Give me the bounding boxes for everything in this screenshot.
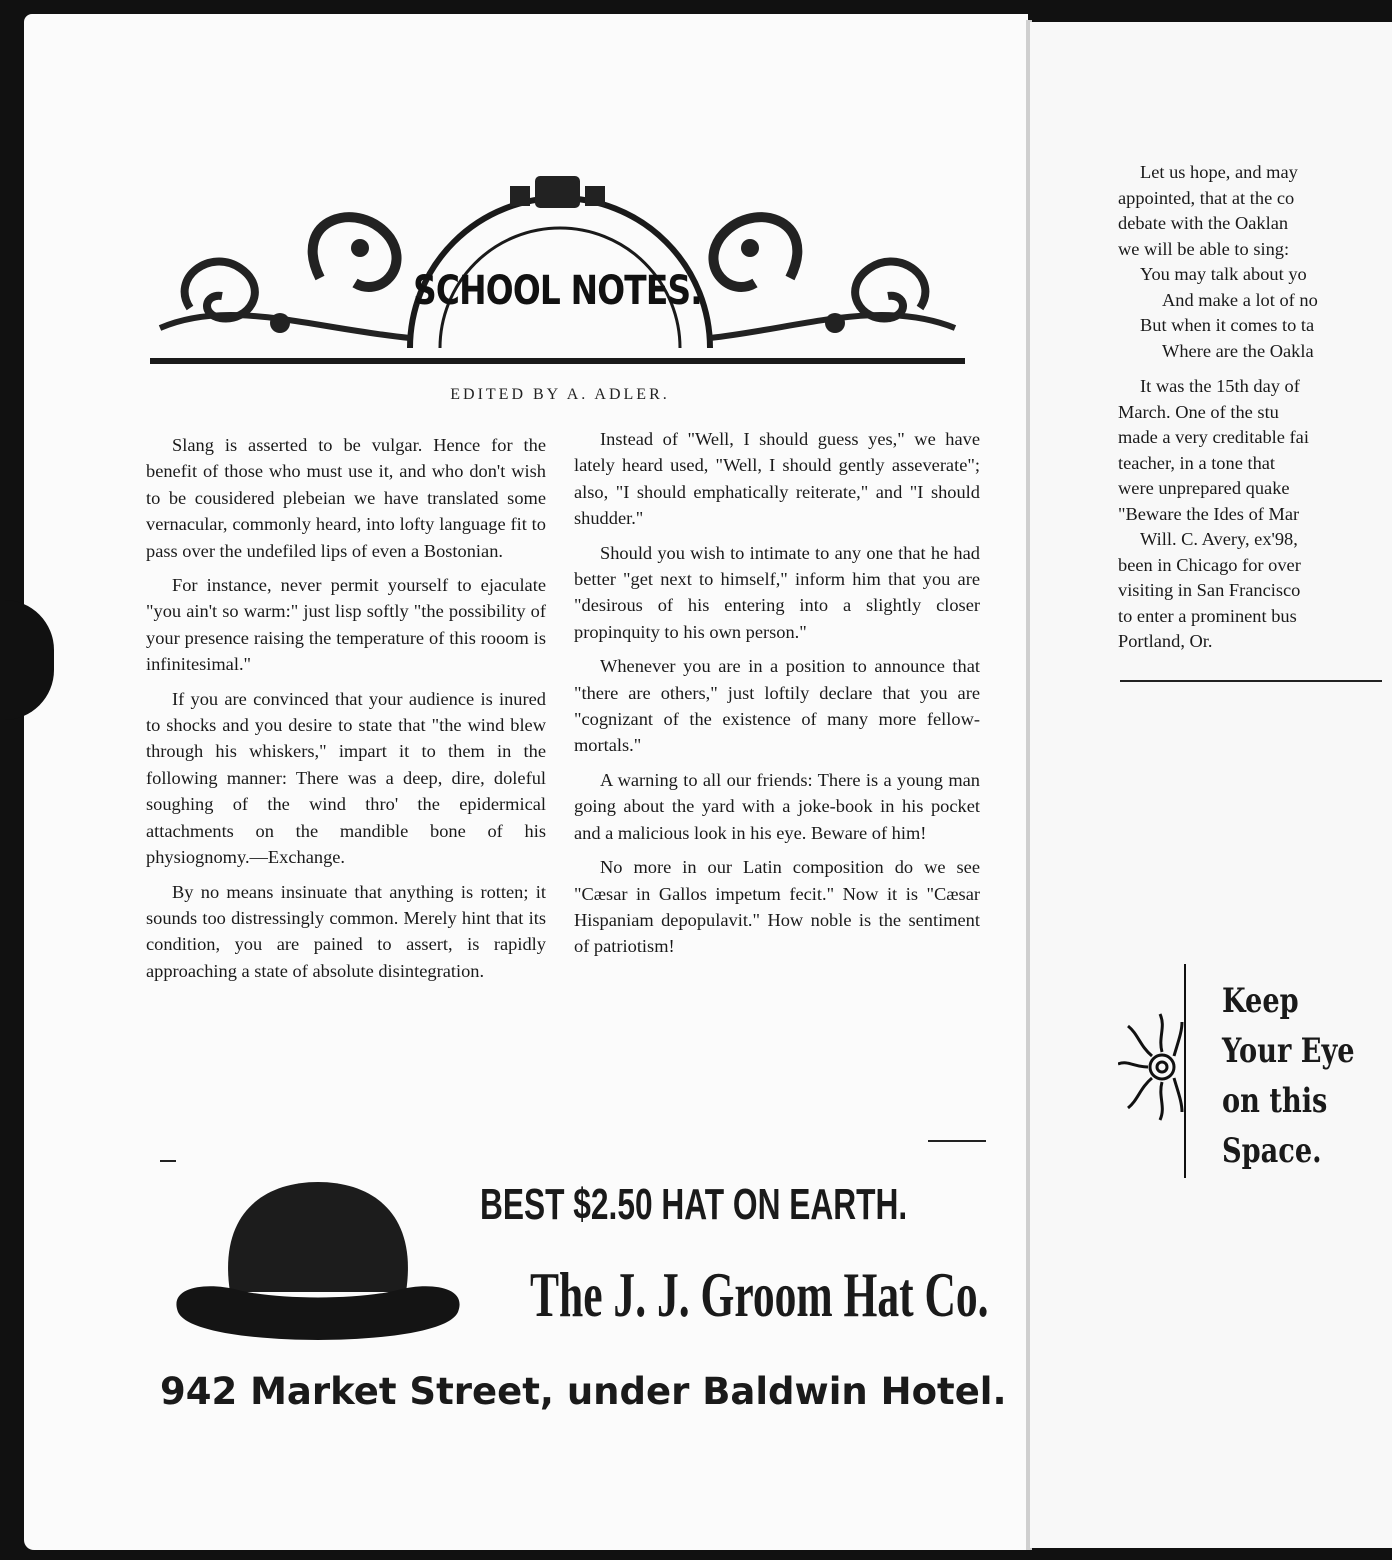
school-notes-banner — [150, 158, 965, 373]
paragraph: By no means insinuate that anything is rotten; it sounds too distressingly common. Merely hint that its condition, you are pained to assert, is rapidly approaching a state of absolute disintegration. — [146, 881, 546, 981]
text-line: been in Chicago for over — [1118, 554, 1301, 575]
article-column-right — [574, 426, 980, 968]
right-column-top — [1118, 160, 1392, 655]
side-ad-line: Your Eye — [1222, 1031, 1355, 1071]
text-line: Will. C. Avery, ex'98, — [1140, 529, 1298, 549]
verse-line: But when it comes to ta — [1140, 315, 1315, 335]
banner-title: SCHOOL NOTES. — [413, 268, 702, 314]
text-line: visiting in San Francisco — [1118, 580, 1301, 600]
ad-company: The J. J. Groom Hat Co. — [530, 1259, 989, 1330]
bowler-hat-icon — [168, 1174, 468, 1344]
side-ad-line: on this — [1222, 1081, 1328, 1121]
sun-icon — [1118, 1012, 1184, 1122]
paragraph: For instance, never permit yourself to ejaculate "you ain't so warm:" just lisp softly "the possibility of your presence raising the temperature of this rooom is infinitesimal." — [146, 575, 546, 675]
ad-address: 942 Market Street, under Baldwin Hotel. — [160, 1370, 1007, 1413]
ad-headline: BEST $2.50 HAT ON EARTH. — [480, 1180, 908, 1229]
text-line: Let us hope, and may — [1140, 162, 1298, 182]
paragraph: If you are convinced that your audience is inured to shocks and you desire to state that "the wind blew through his whiskers," impart it to them in the following manner: There was a deep, dire, doleful soughing of the wind thro' the epidermical attachments on the mandible bone of his physiognomy.—Exchange. — [146, 688, 546, 868]
verse-line: You may talk about yo — [1140, 264, 1307, 284]
side-ad-rule — [1184, 964, 1186, 1178]
ornament-icon — [150, 158, 965, 373]
side-ad — [1222, 976, 1355, 1176]
text-line: "Beware the Ides of Mar — [1118, 503, 1300, 524]
paragraph: Slang is asserted to be vulgar. Hence for the benefit of those who must use it, and who don't wish to be cousidered plebeian we have translated some vernacular, commonly heard, into lofty language fit to pass over the undefiled lips of even a Bostonian. — [146, 435, 546, 561]
text-line: we will be able to sing: — [1118, 238, 1290, 259]
byline: EDITED BY A. ADLER. — [450, 386, 670, 403]
ad-top-rule — [160, 1160, 176, 1162]
text-line: made a very creditable fai — [1118, 427, 1309, 447]
paragraph: A warning to all our friends: There is a young man going about the yard with a joke-book in his pocket and a malicious look in his eye. Beware of him! — [574, 769, 980, 843]
paragraph: No more in our Latin composition do we see "Cæsar in Gallos impetum fecit." Now it is "Cæsar Hispaniam depopulavit." How noble is the sentiment of patriotism! — [574, 857, 980, 957]
text-line: debate with the Oaklan — [1118, 213, 1289, 233]
column-end-rule — [928, 1140, 986, 1142]
text-line: appointed, that at the co — [1118, 187, 1295, 208]
paragraph: Instead of "Well, I should guess yes," we have lately heard used, "Well, I should gently asseverate"; also, "I should emphatically reiterate," and "I should shudder." — [574, 429, 980, 529]
text-line: to enter a prominent bus — [1118, 605, 1297, 626]
text-line: teacher, in a tone that — [1118, 452, 1276, 473]
text-line: It was the 15th day of — [1140, 376, 1300, 396]
paragraph: Whenever you are in a position to announce that "there are others," just loftily declare that you are "cognizant of the existence of many more fellow-mortals." — [574, 656, 980, 756]
paragraph: Should you wish to intimate to any one that he had better "get next to himself," inform him that you are "desirous of his entering into a slightly closer propinquity to his own person." — [574, 542, 980, 642]
verse-line: Where are the Oakla — [1162, 340, 1314, 361]
side-ad-line: Space. — [1222, 1131, 1322, 1171]
text-line: Portland, Or. — [1118, 631, 1213, 651]
text-line: March. One of the stu — [1118, 401, 1279, 422]
verse-line: And make a lot of no — [1162, 289, 1318, 310]
article-column-left — [146, 432, 546, 992]
section-rule — [1120, 680, 1382, 682]
text-line: were unprepared quake — [1118, 478, 1290, 498]
side-ad-line: Keep — [1222, 981, 1299, 1021]
